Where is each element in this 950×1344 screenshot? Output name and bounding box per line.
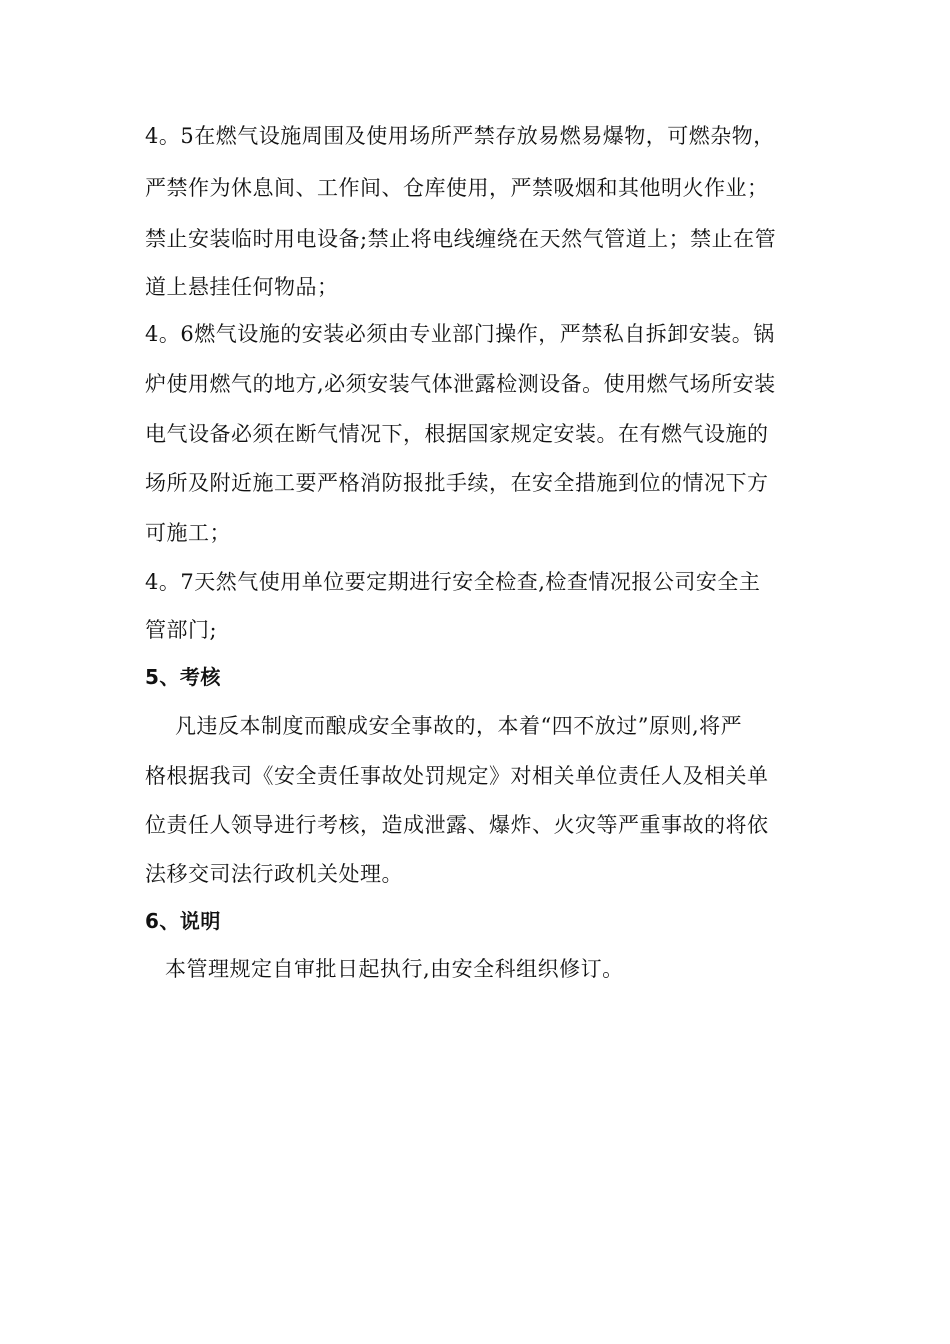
item-4-5-line-3: 禁止安装临时用电设备;禁止将电线缠绕在天然气管道上；禁止在管: [145, 227, 777, 251]
section-6-line-1: 本管理规定自审批日起执行,由安全科组织修订。: [165, 957, 624, 981]
item-4-5-line-1: 4。5在燃气设施周围及使用场所严禁存放易燃易爆物，可燃杂物，: [145, 124, 775, 148]
section-5-line-2: 格根据我司《安全责任事故处罚规定》对相关单位责任人及相关单: [145, 764, 769, 788]
section-5-line-4: 法移交司法行政机关处理。: [145, 862, 403, 886]
section-5-heading: 5、考核: [145, 665, 221, 689]
item-4-7-line-2: 管部门;: [145, 618, 218, 642]
section-5-line-1: 凡违反本制度而酿成安全事故的，本着“四不放过”原则,将严: [175, 714, 743, 738]
section-6-heading: 6、说明: [145, 909, 221, 933]
section-5-line-3: 位责任人领导进行考核，造成泄露、爆炸、火灾等严重事故的将依: [145, 813, 769, 837]
item-4-6-line-1: 4。6燃气设施的安装必须由专业部门操作，严禁私自拆卸安装。锅: [145, 322, 775, 346]
item-4-6-line-3: 电气设备必须在断气情况下，根据国家规定安装。在有燃气设施的: [145, 422, 769, 446]
item-4-6-line-5: 可施工；: [145, 521, 231, 545]
item-4-5-line-2: 严禁作为休息间、工作间、仓库使用，严禁吸烟和其他明火作业；: [145, 176, 769, 200]
item-4-7-line-1: 4。7天然气使用单位要定期进行安全检查,检查情况报公司安全主: [145, 570, 761, 594]
item-4-6-line-4: 场所及附近施工要严格消防报批手续，在安全措施到位的情况下方: [145, 471, 769, 495]
item-4-6-line-2: 炉使用燃气的地方,必须安装气体泄露检测设备。使用燃气场所安装: [145, 372, 776, 396]
item-4-5-line-4: 道上悬挂任何物品；: [145, 275, 339, 299]
